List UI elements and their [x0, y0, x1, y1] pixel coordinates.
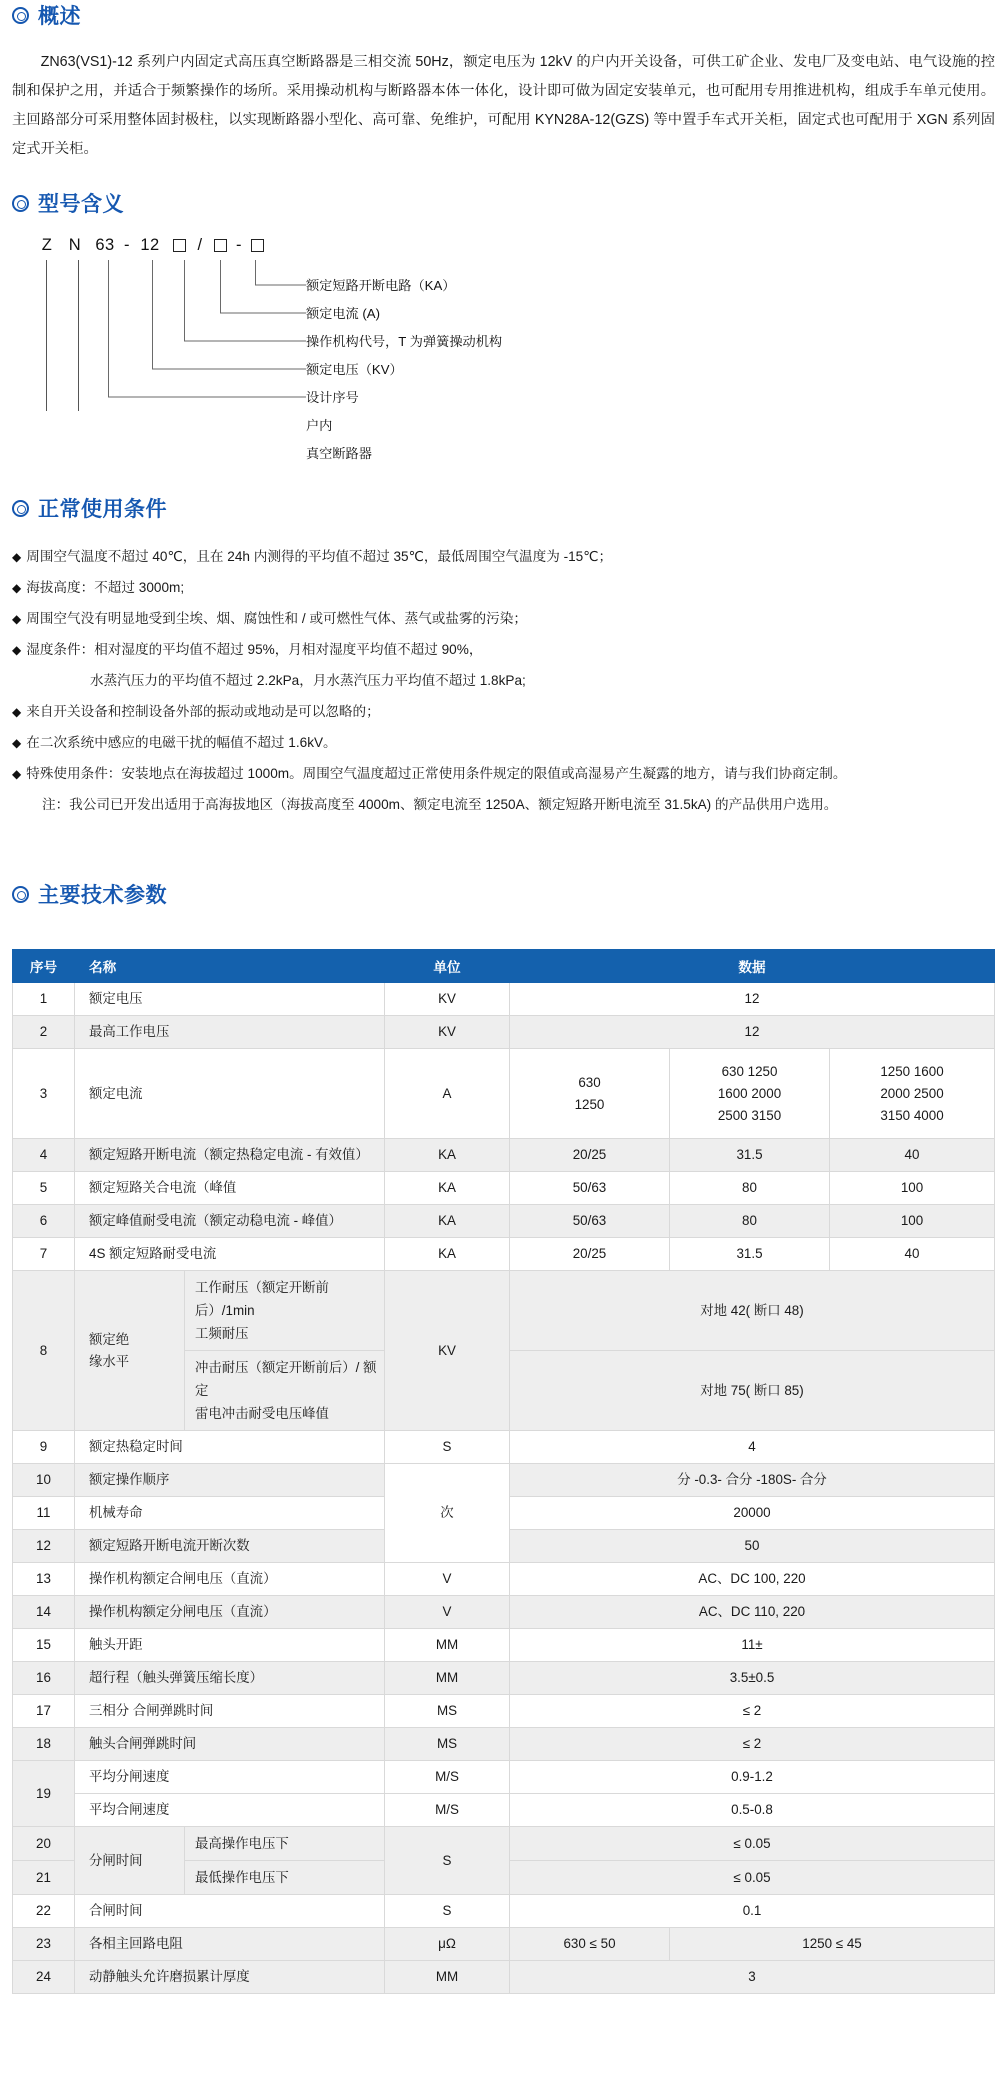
cell-no: 21: [13, 1861, 75, 1895]
table-row: [13, 1139, 995, 1172]
table-row: [13, 1629, 995, 1662]
table-row: [13, 1827, 995, 1861]
table-row: [13, 1794, 995, 1827]
cell-name: 最高工作电压: [75, 1016, 385, 1049]
cell-data: 31.5: [670, 1238, 830, 1271]
model-label-3: 额定电压（KV）: [306, 362, 403, 377]
cell-data: 20000: [510, 1497, 995, 1530]
table-row: [13, 1271, 995, 1351]
table-row: [13, 1563, 995, 1596]
ring-bullet-icon: [12, 500, 29, 517]
cell-no: 11: [13, 1497, 75, 1530]
cell-unit: V: [385, 1596, 510, 1629]
col-header-unit: 单位: [385, 950, 510, 983]
cell-data: 40: [830, 1238, 995, 1271]
condition-item: [12, 574, 995, 602]
cell-data: 50/63: [510, 1172, 670, 1205]
cell-name: 额定短路关合电流（峰值: [75, 1172, 385, 1205]
model-code-3: -: [124, 236, 130, 254]
col-header-data: 数据: [510, 950, 995, 983]
cell-data: 630 ≤ 50: [510, 1928, 670, 1961]
cell-name: 各相主回路电阻: [75, 1928, 385, 1961]
condition-item: [12, 636, 995, 664]
cell-data: 12: [510, 983, 995, 1016]
condition-text: 周围空气温度不超过 40℃，且在 24h 内测得的平均值不超过 35℃，最低周围空气温度为 -15℃；: [26, 549, 613, 564]
cell-name: 额定峰值耐受电流（额定动稳电流 - 峰值）: [75, 1205, 385, 1238]
section-title-spec: 主要技术参数: [38, 884, 167, 907]
diamond-bullet-icon: ◆: [12, 581, 22, 595]
cell-data: AC、DC 110, 220: [510, 1596, 995, 1629]
cell-name: 触头合闸弹跳时间: [75, 1728, 385, 1761]
model-label-6: 真空断路器: [306, 446, 372, 461]
cell-no: 15: [13, 1629, 75, 1662]
model-leader-lines: [34, 236, 334, 411]
cell-subname: 冲击耐压（额定开断前后）/ 额定 雷电冲击耐受电压峰值: [185, 1351, 385, 1431]
table-row: [13, 1662, 995, 1695]
cell-unit: KA: [385, 1139, 510, 1172]
cell-data: 3.5±0.5: [510, 1662, 995, 1695]
cell-name: 平均分闸速度: [75, 1761, 385, 1794]
cell-name-group: 额定绝 缘水平: [75, 1271, 185, 1431]
cell-unit: S: [385, 1431, 510, 1464]
cell-data: 630 1250: [510, 1049, 670, 1139]
table-row: [13, 1431, 995, 1464]
section-heading-model: [12, 188, 995, 218]
table-row: [13, 1205, 995, 1238]
cell-data: 0.9-1.2: [510, 1761, 995, 1794]
cell-name: 操作机构额定分闸电压（直流）: [75, 1596, 385, 1629]
cell-no: 24: [13, 1961, 75, 1994]
condition-item: [12, 729, 995, 757]
cell-no: 13: [13, 1563, 75, 1596]
cell-no: 16: [13, 1662, 75, 1695]
cell-no: 9: [13, 1431, 75, 1464]
cell-data: 4: [510, 1431, 995, 1464]
cell-data: 对地 75( 断口 85): [510, 1351, 995, 1431]
cell-data: ≤ 2: [510, 1695, 995, 1728]
cell-data: 100: [830, 1172, 995, 1205]
cell-subname: 最低操作电压下: [185, 1861, 385, 1895]
cell-name: 额定热稳定时间: [75, 1431, 385, 1464]
condition-text: 湿度条件：相对湿度的平均值不超过 95%，月相对湿度平均值不超过 90%，: [26, 642, 483, 657]
condition-item: [12, 698, 995, 726]
cell-unit: V: [385, 1563, 510, 1596]
diamond-bullet-icon: ◆: [12, 612, 22, 626]
cell-no: 6: [13, 1205, 75, 1238]
cell-no: 14: [13, 1596, 75, 1629]
cell-name: 动静触头允许磨损累计厚度: [75, 1961, 385, 1994]
cell-unit: KA: [385, 1205, 510, 1238]
condition-text: 海拔高度：不超过 3000m;: [26, 580, 185, 595]
table-row: [13, 983, 995, 1016]
cell-data: 对地 42( 断口 48): [510, 1271, 995, 1351]
table-row: [13, 1238, 995, 1271]
model-code-1: N: [68, 236, 82, 254]
cell-subname: 最高操作电压下: [185, 1827, 385, 1861]
ring-bullet-icon: [12, 7, 29, 24]
condition-item: [12, 760, 995, 788]
cell-unit: MM: [385, 1629, 510, 1662]
cell-data: AC、DC 100, 220: [510, 1563, 995, 1596]
cell-no: 7: [13, 1238, 75, 1271]
cell-data: 31.5: [670, 1139, 830, 1172]
cell-data: 50/63: [510, 1205, 670, 1238]
conditions-list: [12, 543, 995, 819]
cell-unit: μΩ: [385, 1928, 510, 1961]
table-row: [13, 1016, 995, 1049]
cell-unit: M/S: [385, 1794, 510, 1827]
model-designation-diagram: [34, 236, 995, 461]
spec-table-header-row: [13, 950, 995, 983]
condition-item: [12, 543, 995, 571]
cell-data: ≤ 0.05: [510, 1827, 995, 1861]
cell-no: 1: [13, 983, 75, 1016]
cell-data: 1250 1600 2000 2500 3150 4000: [830, 1049, 995, 1139]
cell-data: 80: [670, 1205, 830, 1238]
cell-no: 2: [13, 1016, 75, 1049]
spec-table: [12, 949, 995, 1994]
table-row: [13, 1728, 995, 1761]
cell-no: 4: [13, 1139, 75, 1172]
diamond-bullet-icon: ◆: [12, 705, 22, 719]
cell-data: ≤ 2: [510, 1728, 995, 1761]
cell-data: 100: [830, 1205, 995, 1238]
section-heading-overview: [12, 0, 995, 30]
cell-no: 3: [13, 1049, 75, 1139]
model-label-0: 额定短路开断电路（KA）: [306, 278, 456, 293]
model-label-2: 操作机构代号，T 为弹簧操动机构: [306, 334, 503, 349]
cell-name-group: 分闸时间: [75, 1827, 185, 1895]
cell-unit: KV: [385, 1016, 510, 1049]
cell-unit: S: [385, 1827, 510, 1895]
cell-name: 额定电压: [75, 983, 385, 1016]
model-code-0: Z: [41, 236, 53, 254]
cell-name: 触头开距: [75, 1629, 385, 1662]
table-row: [13, 1761, 995, 1794]
cell-unit: MM: [385, 1961, 510, 1994]
cell-name: 平均合闸速度: [75, 1794, 385, 1827]
col-header-name: 名称: [75, 950, 385, 983]
section-title-conditions: 正常使用条件: [38, 498, 167, 521]
model-code-8: -: [236, 236, 242, 254]
diamond-bullet-icon: ◆: [12, 643, 22, 657]
cell-name: 超行程（触头弹簧压缩长度）: [75, 1662, 385, 1695]
cell-unit: S: [385, 1895, 510, 1928]
cell-no: 10: [13, 1464, 75, 1497]
cell-no: 22: [13, 1895, 75, 1928]
cell-no: 19: [13, 1761, 75, 1827]
cell-unit: A: [385, 1049, 510, 1139]
diamond-bullet-icon: ◆: [12, 736, 22, 750]
table-row: [13, 1464, 995, 1497]
cell-data: 40: [830, 1139, 995, 1172]
table-row: [13, 1961, 995, 1994]
cell-name: 合闸时间: [75, 1895, 385, 1928]
cell-data: 0.5-0.8: [510, 1794, 995, 1827]
model-label-1: 额定电流 (A): [306, 306, 380, 321]
model-code-6: /: [197, 236, 203, 254]
cell-name: 操作机构额定合闸电压（直流）: [75, 1563, 385, 1596]
cell-data: 0.1: [510, 1895, 995, 1928]
cell-data: 630 1250 1600 2000 2500 3150: [670, 1049, 830, 1139]
cell-name: 三相分 合闸弹跳时间: [75, 1695, 385, 1728]
cell-unit: KA: [385, 1238, 510, 1271]
ring-bullet-icon: [12, 195, 29, 212]
model-code-4: 12: [140, 236, 160, 254]
ring-bullet-icon: [12, 886, 29, 903]
conditions-note: 注：我公司已开发出适用于高海拔地区（海拔高度至 4000m、额定电流至 1250A、额定短路开断电流至 31.5kA) 的产品供用户选用。: [42, 797, 838, 812]
cell-data: 分 -0.3- 合分 -180S- 合分: [510, 1464, 995, 1497]
cell-no: 23: [13, 1928, 75, 1961]
cell-unit: MM: [385, 1662, 510, 1695]
table-row: [13, 1895, 995, 1928]
overview-paragraph: ZN63(VS1)-12 系列户内固定式高压真空断路器是三相交流 50Hz，额定电压为 12kV 的户内开关设备，可供工矿企业、发电厂及变电站、电气设施的控制和保护之用，并适合于频繁操作的场所。采用操动机构与断路器本体一体化，设计即可做为固定安装单元，也可配用专用推进机构，组成手车单元使用。主回路部分可采用整体固封极柱，以实现断路器小型化、高可靠、免维护，可配用 KYN28A-12(GZS) 等中置手车式开关柜，固定式也可配用于 XGN 系列固定式开关柜。: [12, 54, 995, 157]
col-header-no: 序号: [13, 950, 75, 983]
cell-data: 12: [510, 1016, 995, 1049]
cell-unit: MS: [385, 1728, 510, 1761]
cell-data: 20/25: [510, 1238, 670, 1271]
cell-subname: 工作耐压（额定开断前后）/1min 工频耐压: [185, 1271, 385, 1351]
cell-name: 额定短路开断电流开断次数: [75, 1530, 385, 1563]
cell-data: 1250 ≤ 45: [670, 1928, 995, 1961]
section-title-model: 型号含义: [38, 193, 124, 216]
cell-data: 80: [670, 1172, 830, 1205]
cell-unit: KV: [385, 983, 510, 1016]
condition-text: 在二次系统中感应的电磁干扰的幅值不超过 1.6kV。: [26, 735, 337, 750]
cell-unit: MS: [385, 1695, 510, 1728]
condition-item: [12, 605, 995, 633]
cell-data: 11±: [510, 1629, 995, 1662]
cell-unit: KA: [385, 1172, 510, 1205]
cell-unit: M/S: [385, 1761, 510, 1794]
table-row: [13, 1596, 995, 1629]
condition-text: 来自开关设备和控制设备外部的振动或地动是可以忽略的；: [26, 704, 380, 719]
condition-text: 周围空气没有明显地受到尘埃、烟、腐蚀性和 / 或可燃性气体、蒸气或盐雾的污染；: [26, 611, 527, 626]
cell-no: 5: [13, 1172, 75, 1205]
cell-data: 50: [510, 1530, 995, 1563]
model-code-2: 63: [95, 236, 115, 254]
model-label-5: 户内: [306, 418, 333, 433]
table-row: [13, 1928, 995, 1961]
cell-no: 12: [13, 1530, 75, 1563]
section-heading-conditions: [12, 493, 995, 523]
section-heading-spec: [12, 879, 995, 909]
cell-unit: 次: [385, 1464, 510, 1563]
table-row: [13, 1695, 995, 1728]
cell-no: 18: [13, 1728, 75, 1761]
table-row: [13, 1049, 995, 1139]
condition-continuation: 水蒸汽压力的平均值不超过 2.2kPa，月水蒸汽压力平均值不超过 1.8kPa;: [90, 673, 526, 688]
diamond-bullet-icon: ◆: [12, 767, 22, 781]
cell-data: ≤ 0.05: [510, 1861, 995, 1895]
cell-data: 3: [510, 1961, 995, 1994]
diamond-bullet-icon: ◆: [12, 550, 22, 564]
cell-name: 机械寿命: [75, 1497, 385, 1530]
cell-name: 额定短路开断电流（额定热稳定电流 - 有效值）: [75, 1139, 385, 1172]
cell-name: 4S 额定短路耐受电流: [75, 1238, 385, 1271]
table-row: [13, 1172, 995, 1205]
cell-name: 额定电流: [75, 1049, 385, 1139]
cell-no: 20: [13, 1827, 75, 1861]
cell-no: 17: [13, 1695, 75, 1728]
condition-text: 特殊使用条件：安装地点在海拔超过 1000m。周围空气温度超过正常使用条件规定的限值或高湿易产生凝露的地方，请与我们协商定制。: [26, 766, 847, 781]
cell-no: 8: [13, 1271, 75, 1431]
cell-data: 20/25: [510, 1139, 670, 1172]
cell-name: 额定操作顺序: [75, 1464, 385, 1497]
section-title-overview: 概述: [38, 5, 81, 28]
cell-unit: KV: [385, 1271, 510, 1431]
model-label-4: 设计序号: [306, 390, 359, 405]
